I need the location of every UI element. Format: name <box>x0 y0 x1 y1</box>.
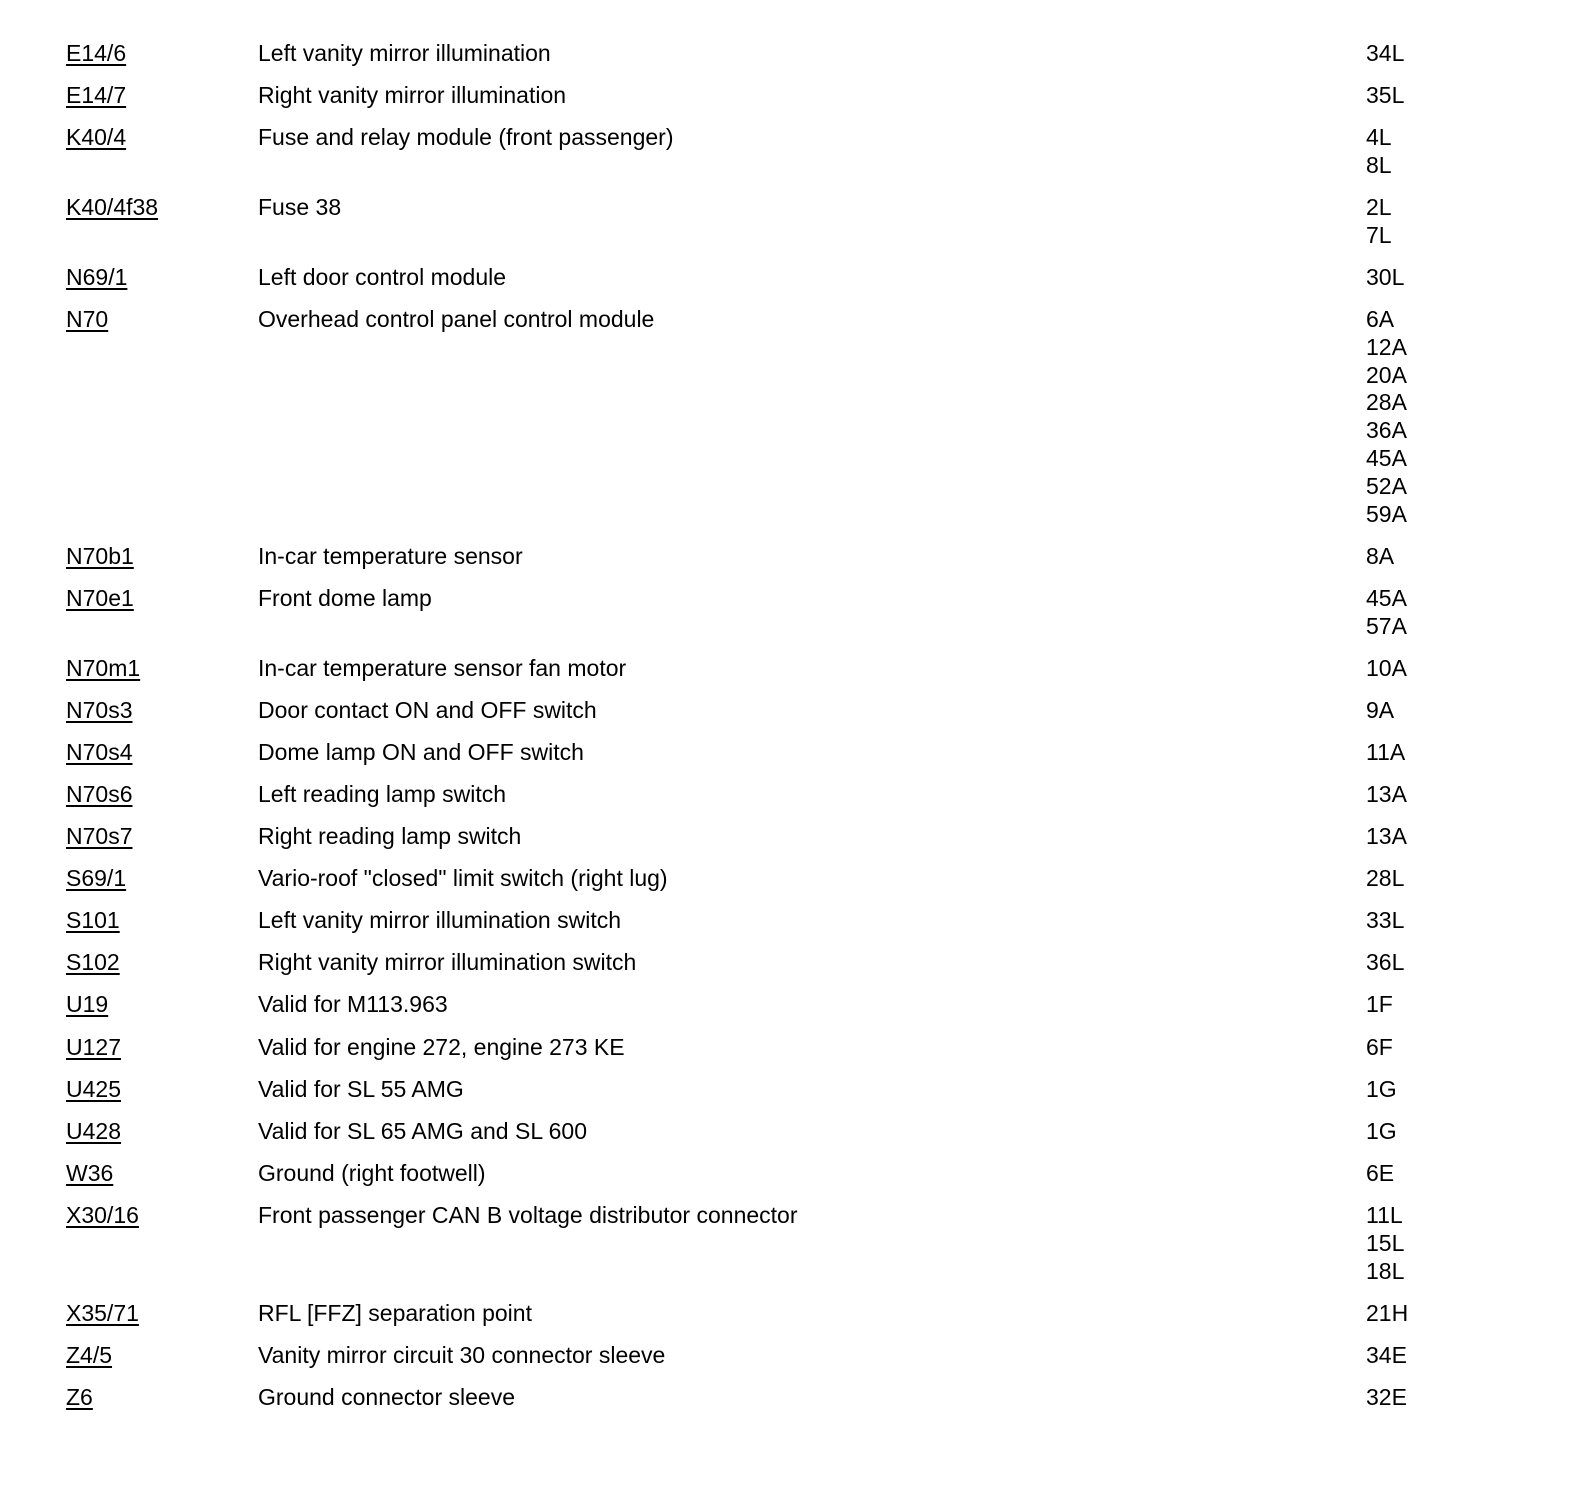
grid-reference: 10A <box>1366 654 1407 681</box>
component-legend-list <box>66 40 1526 1426</box>
grid-reference: 2L <box>1366 194 1392 221</box>
component-code-link[interactable]: S102 <box>66 949 120 976</box>
grid-reference: 33L <box>1366 907 1405 934</box>
component-description: Fuse 38 <box>258 194 342 221</box>
component-description: Ground connector sleeve <box>258 1383 515 1410</box>
component-description: Left door control module <box>258 263 507 290</box>
component-description: Left reading lamp switch <box>258 781 507 807</box>
grid-reference-list <box>1366 655 1526 683</box>
grid-reference-list <box>1366 1034 1526 1062</box>
grid-reference: 6A <box>1366 306 1395 333</box>
grid-reference-list <box>1366 697 1526 725</box>
component-code-link[interactable]: S101 <box>66 907 120 934</box>
legend-row <box>66 82 1526 110</box>
legend-row <box>66 697 1526 725</box>
component-code-link[interactable]: N70s6 <box>66 781 133 807</box>
grid-reference: 15L <box>1366 1229 1405 1256</box>
grid-reference-list <box>1366 543 1526 571</box>
grid-reference-list <box>1366 124 1526 180</box>
grid-reference: 34L <box>1366 40 1405 66</box>
component-description: Valid for engine 272, engine 273 KE <box>258 1033 625 1060</box>
legend-row <box>66 865 1526 893</box>
grid-reference: 28L <box>1366 865 1405 892</box>
grid-reference-list <box>1366 1342 1526 1370</box>
component-code-link[interactable]: N70m1 <box>66 654 141 681</box>
grid-reference: 36L <box>1366 949 1405 976</box>
legend-row <box>66 739 1526 767</box>
component-code-link[interactable]: Z4/5 <box>66 1341 113 1368</box>
component-code-link[interactable]: K40/4f38 <box>66 194 159 221</box>
grid-reference: 1F <box>1366 991 1393 1018</box>
component-code-link[interactable]: N70b1 <box>66 542 134 569</box>
legend-row <box>66 124 1526 180</box>
legend-row <box>66 655 1526 683</box>
component-description: Valid for M113.963 <box>258 991 448 1018</box>
grid-reference: 13A <box>1366 781 1407 807</box>
component-code-link[interactable]: N70s7 <box>66 823 133 850</box>
component-description: In-car temperature sensor fan motor <box>258 654 627 681</box>
grid-reference: 6F <box>1366 1033 1393 1060</box>
component-code-link[interactable]: E14/6 <box>66 40 127 66</box>
component-code-link[interactable]: X30/16 <box>66 1201 139 1228</box>
grid-reference-list <box>1366 264 1526 292</box>
grid-reference: 59A <box>1366 500 1407 527</box>
legend-row <box>66 1160 1526 1188</box>
grid-reference-list <box>1366 1202 1526 1285</box>
grid-reference-list <box>1366 306 1526 528</box>
grid-reference-list <box>1366 1300 1526 1328</box>
grid-reference: 9A <box>1366 696 1395 723</box>
legend-row <box>66 585 1526 641</box>
grid-reference: 11L <box>1366 1201 1403 1228</box>
component-code-link[interactable]: E14/7 <box>66 82 127 109</box>
component-code-link[interactable]: X35/71 <box>66 1299 139 1326</box>
grid-reference-list <box>1366 781 1526 809</box>
legend-row <box>66 543 1526 571</box>
grid-reference: 8A <box>1366 542 1395 569</box>
component-description: Front passenger CAN B voltage distributor connector <box>258 1201 798 1228</box>
legend-row <box>66 991 1526 1019</box>
component-description: Vario-roof "closed" limit switch (right lug) <box>258 865 668 892</box>
component-code-link[interactable]: N70e1 <box>66 584 134 611</box>
grid-reference: 32E <box>1366 1383 1407 1410</box>
component-description: Vanity mirror circuit 30 connector sleeve <box>258 1341 666 1368</box>
grid-reference-list <box>1366 823 1526 851</box>
grid-reference-list <box>1366 739 1526 767</box>
grid-reference-list <box>1366 991 1526 1019</box>
grid-reference: 45A <box>1366 445 1407 472</box>
legend-row <box>66 306 1526 528</box>
legend-row <box>66 1202 1526 1285</box>
component-code-link[interactable]: N70s4 <box>66 738 133 765</box>
grid-reference-list <box>1366 949 1526 977</box>
grid-reference: 52A <box>1366 472 1407 499</box>
legend-row <box>66 1342 1526 1370</box>
grid-reference: 20A <box>1366 361 1407 388</box>
grid-reference: 45A <box>1366 584 1407 611</box>
grid-reference-list <box>1366 1384 1526 1412</box>
component-description: Dome lamp ON and OFF switch <box>258 738 584 765</box>
component-code-link[interactable]: Z6 <box>66 1383 93 1410</box>
component-description: Left vanity mirror illumination switch <box>258 907 622 934</box>
grid-reference: 7L <box>1366 221 1392 248</box>
legend-row <box>66 823 1526 851</box>
grid-reference: 12A <box>1366 333 1407 360</box>
grid-reference-list <box>1366 865 1526 893</box>
component-code-link[interactable]: S69/1 <box>66 865 127 892</box>
component-code-link[interactable]: U425 <box>66 1075 121 1102</box>
grid-reference: 34E <box>1366 1341 1407 1368</box>
component-code-link[interactable]: N69/1 <box>66 263 128 290</box>
component-description: RFL [FFZ] separation point <box>258 1299 532 1326</box>
component-description: Ground (right footwell) <box>258 1159 486 1186</box>
component-code-link[interactable]: U127 <box>66 1033 121 1060</box>
grid-reference: 1G <box>1366 1075 1397 1102</box>
component-description: Valid for SL 55 AMG <box>258 1075 464 1102</box>
component-description: Fuse and relay module (front passenger) <box>258 124 674 151</box>
component-code-link[interactable]: K40/4 <box>66 124 127 151</box>
legend-row <box>66 781 1526 809</box>
legend-row <box>66 1076 1526 1104</box>
grid-reference-list <box>1366 585 1526 641</box>
grid-reference-list <box>1366 194 1526 250</box>
component-code-link[interactable]: W36 <box>66 1159 114 1186</box>
legend-row <box>66 1300 1526 1328</box>
legend-row <box>66 1384 1526 1412</box>
grid-reference-list <box>1366 1160 1526 1188</box>
component-description: Overhead control panel control module <box>258 306 655 333</box>
grid-reference: 28A <box>1366 389 1407 416</box>
component-description: Left vanity mirror illumination <box>258 40 551 66</box>
grid-reference-list <box>1366 1076 1526 1104</box>
component-description: Right vanity mirror illumination switch <box>258 949 637 976</box>
component-code-link[interactable]: N70s3 <box>66 696 133 723</box>
component-description: Right reading lamp switch <box>258 823 522 850</box>
component-description: Right vanity mirror illumination <box>258 82 567 109</box>
grid-reference: 1G <box>1366 1117 1397 1144</box>
grid-reference-list <box>1366 1118 1526 1146</box>
grid-reference: 18L <box>1366 1257 1405 1284</box>
component-description: Valid for SL 65 AMG and SL 600 <box>258 1117 588 1144</box>
grid-reference: 30L <box>1366 263 1405 290</box>
legend-row <box>66 40 1526 68</box>
grid-reference: 13A <box>1366 823 1407 850</box>
grid-reference-list <box>1366 82 1526 110</box>
legend-row <box>66 1118 1526 1146</box>
grid-reference: 57A <box>1366 612 1407 639</box>
component-code-link[interactable]: U19 <box>66 991 109 1018</box>
grid-reference: 35L <box>1366 82 1405 109</box>
legend-row <box>66 949 1526 977</box>
component-code-link[interactable]: U428 <box>66 1117 121 1144</box>
component-code-link[interactable]: N70 <box>66 306 109 333</box>
grid-reference: 36A <box>1366 417 1407 444</box>
component-description: Front dome lamp <box>258 584 432 611</box>
component-description: In-car temperature sensor <box>258 542 523 569</box>
legend-row <box>66 264 1526 292</box>
grid-reference-list <box>1366 40 1526 68</box>
grid-reference: 11A <box>1366 738 1406 765</box>
legend-row <box>66 1034 1526 1062</box>
grid-reference-list <box>1366 907 1526 935</box>
legend-row <box>66 907 1526 935</box>
grid-reference: 4L <box>1366 124 1392 151</box>
grid-reference: 21H <box>1366 1299 1409 1326</box>
legend-row <box>66 194 1526 250</box>
grid-reference: 8L <box>1366 151 1392 178</box>
component-description: Door contact ON and OFF switch <box>258 696 597 723</box>
grid-reference: 6E <box>1366 1159 1395 1186</box>
